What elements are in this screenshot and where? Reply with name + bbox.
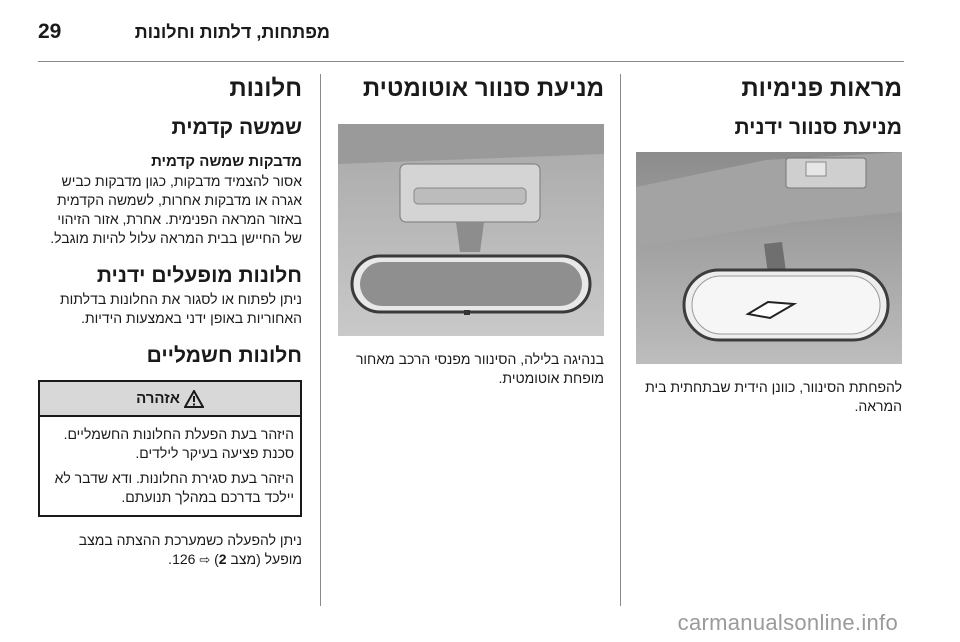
manual-mirror-photo [636, 152, 902, 364]
column-divider [320, 74, 321, 606]
section-manual-windows: חלונות מופעלים ידנית [96, 264, 302, 287]
section-windscreen-stickers: מדבקות שמשה קדמית [151, 153, 302, 170]
warning-title: אזהרה [136, 390, 180, 407]
warning-triangle-icon [184, 390, 204, 408]
text-manual-windows: ניתן לפתוח או לסגור את החלונות בדלתות האחוריות באופן ידני באמצעות הידיות. [59, 291, 302, 326]
subheading-windscreen: שמשה קדמית [171, 116, 302, 139]
text-power-windows-a: ניתן להפעלה כשמערכת ההצתה במצב מופעל (מצב [78, 532, 302, 567]
heading-interior-mirrors: מראות פנימיות [741, 75, 902, 102]
caption-auto-antiglare: בנהיגה בלילה, הסינוור מפנסי הרכב מאחור מופחת אוטומטית. [355, 351, 604, 386]
warning-box [38, 380, 302, 517]
page-reference-arrow-icon: ⇨ [199, 552, 211, 567]
auto-mirror-photo [338, 124, 604, 336]
heading-windows: חלונות [229, 75, 302, 102]
column-windows [38, 74, 302, 569]
ignition-position: 2 [218, 551, 227, 567]
header-rule [38, 61, 904, 62]
text-power-windows [38, 531, 302, 569]
subheading-manual-antiglare: מניעת סנוור ידנית [734, 116, 902, 139]
caption-manual-antiglare: להפחתת הסינוור, כוונן הידית שבתחתית בית המראה. [645, 379, 902, 414]
heading-auto-antiglare: מניעת סנוור אוטומטית [362, 75, 604, 102]
text-power-windows-b: ) [214, 551, 219, 567]
text-windscreen-stickers: אסור להצמיד מדבקות, כגון מדבקות כביש אגרה או מדבקות אחרות, לשמשה הקדמית באזור המראה הפנימית. אחרת, אזור הזיהוי של החיישן בבית המראה עלול להיות מוגבל. [50, 173, 302, 246]
warning-header [40, 382, 300, 417]
column-interior-mirrors [636, 74, 902, 416]
page-reference[interactable]: 126. [168, 551, 196, 567]
section-power-windows: חלונות חשמליים [146, 344, 302, 367]
warning-text-2: היזהר בעת סגירת החלונות. ודא שדבר לא יילכד בדרכם במהלך תנועתם. [54, 470, 294, 505]
running-header: מפתחות, דלתות וחלונות [134, 22, 330, 42]
warning-text-1: היזהר בעת הפעלת החלונות החשמליים. סכנת פציעה בעיקר לילדים. [63, 426, 294, 461]
column-divider [620, 74, 621, 606]
watermark: carmanualsonline.info [677, 610, 898, 635]
column-auto-antiglare [338, 74, 604, 388]
page-number: 29 [38, 20, 62, 43]
